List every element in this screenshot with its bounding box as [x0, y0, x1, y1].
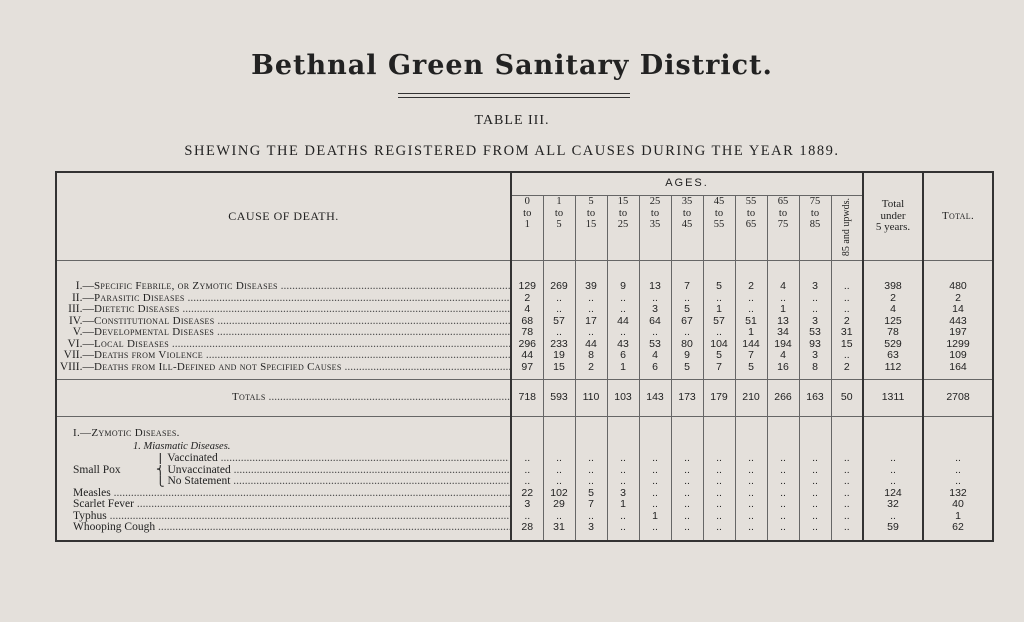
table-cell: 51	[735, 316, 767, 328]
table-cell: 2708	[923, 380, 993, 417]
table-cell: 1	[607, 362, 639, 374]
table-cell: 68	[511, 316, 543, 328]
table-cell: ..	[703, 511, 735, 523]
table-cell: 9	[607, 281, 639, 293]
table-cell: ..	[799, 453, 831, 465]
table-row	[56, 304, 993, 316]
table-cell: ..	[607, 465, 639, 477]
table-cell: 2	[575, 362, 607, 374]
table-row	[56, 511, 993, 523]
age-group-header: 75 to 85	[799, 196, 831, 261]
cause-cell: Typhus .....	[56, 511, 511, 523]
table-cell: ..	[863, 465, 923, 477]
table-cell: 64	[639, 316, 671, 328]
total-header: Total.	[923, 172, 993, 261]
table-cell: 19	[543, 350, 575, 362]
table-cell: 593	[543, 380, 575, 417]
table-cell: ..	[607, 453, 639, 465]
table-row	[56, 339, 993, 351]
table-cell: ..	[543, 511, 575, 523]
table-cell: 1	[703, 304, 735, 316]
cause-cell: V.—Developmental Diseases .....	[56, 327, 511, 339]
table-cell: 6	[639, 362, 671, 374]
table-cell: ..	[831, 281, 863, 293]
table-cell: ..	[511, 465, 543, 477]
table-cell: ..	[671, 511, 703, 523]
table-cell: 9	[671, 350, 703, 362]
table-label: TABLE III.	[474, 113, 550, 128]
table-cell: ..	[831, 476, 863, 488]
small-pox-label: Small Pox	[73, 463, 121, 476]
cause-cell: ⎩ No Statement .....	[56, 476, 511, 488]
table-row	[56, 499, 993, 511]
table-cell: 266	[767, 380, 799, 417]
table-cell: 7	[735, 350, 767, 362]
table-cell: 67	[671, 316, 703, 328]
cause-cell: IV.—Constitutional Diseases .....	[56, 316, 511, 328]
table-cell: ..	[799, 476, 831, 488]
table-row	[56, 476, 993, 488]
table-cell: 8	[575, 350, 607, 362]
cause-cell: Whooping Cough .....	[56, 522, 511, 534]
table-cell: 13	[639, 281, 671, 293]
table-cell: 57	[703, 316, 735, 328]
table-cell: 2	[735, 281, 767, 293]
table-cell: 28	[511, 522, 543, 534]
table-cell: ..	[575, 327, 607, 339]
table-cell: 109	[923, 350, 993, 362]
table-cell: 53	[799, 327, 831, 339]
age-group-header: 1 to 5	[543, 196, 575, 261]
table-cell: ..	[575, 465, 607, 477]
table-cell: 14	[923, 304, 993, 316]
table-cell: ..	[575, 453, 607, 465]
table-cell: 97	[511, 362, 543, 374]
age-group-header: 0 to 1	[511, 196, 543, 261]
table-cell: 15	[543, 362, 575, 374]
table-cell: ..	[831, 465, 863, 477]
table-cell: ..	[799, 511, 831, 523]
table-cell: 6	[607, 350, 639, 362]
table-cell: ..	[799, 488, 831, 500]
table-cell: 17	[575, 316, 607, 328]
table-row	[56, 362, 993, 374]
table-cell: ..	[863, 476, 923, 488]
table-cell: 104	[703, 339, 735, 351]
cause-cell: ⎧ Vaccinated .....	[56, 453, 511, 465]
table-cell: 3	[639, 304, 671, 316]
table-cell: ..	[799, 465, 831, 477]
table-cell: 102	[543, 488, 575, 500]
table-cell: 112	[863, 362, 923, 374]
table-cell: ..	[863, 453, 923, 465]
table-cell: ..	[735, 522, 767, 534]
table-cell: ..	[511, 511, 543, 523]
table-cell: ..	[607, 476, 639, 488]
table-cell: 132	[923, 488, 993, 500]
table-cell: ..	[767, 522, 799, 534]
table-cell: ..	[863, 511, 923, 523]
table-cell: 480	[923, 281, 993, 293]
table-cell: 29	[543, 499, 575, 511]
table-cell: ..	[511, 453, 543, 465]
table-cell: ..	[671, 488, 703, 500]
table-cell: 3	[511, 499, 543, 511]
table-cell: 1299	[923, 339, 993, 351]
table-cell: 103	[607, 380, 639, 417]
table-subtitle: SHEWING THE DEATHS REGISTERED FROM ALL CAUSES DURING THE YEAR 1889.	[184, 143, 840, 159]
table-cell: ..	[639, 522, 671, 534]
table-cell: 39	[575, 281, 607, 293]
table-cell: ..	[639, 327, 671, 339]
cause-cell: VII.—Deaths from Violence .....	[56, 350, 511, 362]
table-cell: 2	[511, 293, 543, 305]
table-cell: 164	[923, 362, 993, 374]
table-cell: 2	[863, 293, 923, 305]
table-cell: ..	[735, 488, 767, 500]
table-cell: ..	[703, 522, 735, 534]
table-cell: ..	[607, 522, 639, 534]
cause-cell: II.—Parasitic Diseases .....	[56, 293, 511, 305]
table-cell: ..	[607, 327, 639, 339]
brace-icon: ⎨	[156, 464, 168, 476]
table-cell: ..	[671, 476, 703, 488]
table-cell: 80	[671, 339, 703, 351]
table-cell: 296	[511, 339, 543, 351]
age-group-header: 15 to 25	[607, 196, 639, 261]
table-cell: ..	[767, 465, 799, 477]
table-cell: ..	[703, 327, 735, 339]
table-cell: ..	[923, 453, 993, 465]
table-cell: ..	[671, 293, 703, 305]
page-title: Bethnal Green Sanitary District.	[251, 50, 773, 81]
age-group-header: 55 to 65	[735, 196, 767, 261]
table-row	[56, 293, 993, 305]
table-cell: 22	[511, 488, 543, 500]
totals-row	[56, 380, 993, 417]
table-cell: 125	[863, 316, 923, 328]
table-cell: 7	[671, 281, 703, 293]
table-cell: 2	[831, 362, 863, 374]
age-group-header: 5 to 15	[575, 196, 607, 261]
table-cell: 32	[863, 499, 923, 511]
cause-cell: III.—Dietetic Diseases .....	[56, 304, 511, 316]
table-cell: 233	[543, 339, 575, 351]
table-cell: 44	[607, 316, 639, 328]
table-cell: 443	[923, 316, 993, 328]
table-cell: 44	[575, 339, 607, 351]
table-cell: ..	[767, 476, 799, 488]
table-cell: ..	[607, 293, 639, 305]
cause-cell: Scarlet Fever .....	[56, 499, 511, 511]
table-cell: 5	[671, 304, 703, 316]
age-group-header: 25 to 35	[639, 196, 671, 261]
table-cell: 110	[575, 380, 607, 417]
brace-icon: ⎩	[156, 476, 168, 487]
table-cell: ..	[671, 499, 703, 511]
table-row	[56, 453, 993, 465]
table-cell: 15	[831, 339, 863, 351]
table-cell: 78	[511, 327, 543, 339]
table-cell: 4	[863, 304, 923, 316]
table-cell: ..	[831, 499, 863, 511]
table-row	[56, 488, 993, 500]
table-cell: ..	[703, 488, 735, 500]
table-cell: ..	[575, 293, 607, 305]
table-cell: ..	[543, 327, 575, 339]
table-cell: 194	[767, 339, 799, 351]
table-cell: ..	[703, 453, 735, 465]
table-cell: 50	[831, 380, 863, 417]
table-cell: 63	[863, 350, 923, 362]
table-row	[56, 327, 993, 339]
table-cell: ..	[671, 453, 703, 465]
table-cell: ..	[703, 293, 735, 305]
table-cell: 398	[863, 281, 923, 293]
deaths-table	[55, 171, 994, 542]
table-cell: ..	[703, 499, 735, 511]
table-cell: ..	[543, 453, 575, 465]
totals-label: Totals	[232, 391, 266, 404]
table-cell: ..	[575, 476, 607, 488]
table-cell: 3	[575, 522, 607, 534]
age-group-header: 45 to 55	[703, 196, 735, 261]
table-cell: ..	[799, 304, 831, 316]
table-cell: 53	[639, 339, 671, 351]
cause-cell: Small Pox ⎨ Unvaccinated .....	[56, 465, 511, 477]
cause-header: CAUSE OF DEATH.	[228, 208, 339, 223]
table-cell: ..	[923, 465, 993, 477]
table-row	[56, 281, 993, 293]
age-group-header: 35 to 45	[671, 196, 703, 261]
table-cell: ..	[543, 476, 575, 488]
table-cell: ..	[671, 522, 703, 534]
table-cell: ..	[607, 511, 639, 523]
table-cell: 129	[511, 281, 543, 293]
table-cell: ..	[639, 476, 671, 488]
table-cell: ..	[639, 499, 671, 511]
table-cell: 1	[639, 511, 671, 523]
table-cell: 31	[543, 522, 575, 534]
table-cell: ..	[735, 499, 767, 511]
section-subheading: 1. Miasmatic Diseases.	[133, 440, 231, 452]
table-cell: 529	[863, 339, 923, 351]
table-cell: ..	[607, 304, 639, 316]
cause-cell: VIII.—Deaths from Ill-Defined and not Specified Causes .....	[56, 362, 511, 374]
table-cell: 8	[799, 362, 831, 374]
brace-icon: ⎧	[156, 453, 168, 464]
table-cell: 179	[703, 380, 735, 417]
table-cell: 5	[703, 350, 735, 362]
table-cell: 5	[735, 362, 767, 374]
title-rule	[398, 93, 630, 94]
table-cell: 40	[923, 499, 993, 511]
table-cell: ..	[703, 476, 735, 488]
table-cell: ..	[799, 293, 831, 305]
table-cell: 2	[923, 293, 993, 305]
table-cell: 5	[671, 362, 703, 374]
table-cell: 62	[923, 522, 993, 534]
table-cell: 7	[703, 362, 735, 374]
cause-cell: Measles .....	[56, 488, 511, 500]
table-cell: 718	[511, 380, 543, 417]
table-cell: 4	[639, 350, 671, 362]
cause-cell: VI.—Local Diseases .....	[56, 339, 511, 351]
table-cell: 16	[767, 362, 799, 374]
table-row	[56, 465, 993, 477]
section-heading: I.—Zymotic Diseases.	[73, 427, 180, 439]
table-cell: 93	[799, 339, 831, 351]
table-cell: ..	[831, 453, 863, 465]
table-row	[56, 522, 993, 534]
table-cell: ..	[799, 499, 831, 511]
table-cell: ..	[799, 522, 831, 534]
table-cell: 1	[735, 327, 767, 339]
table-cell: ..	[511, 476, 543, 488]
table-cell: 44	[511, 350, 543, 362]
age-85-header: 85 and upwds.	[831, 196, 863, 261]
table-cell: ..	[671, 327, 703, 339]
table-cell: 1311	[863, 380, 923, 417]
table-cell: ..	[767, 511, 799, 523]
table-cell: ..	[575, 304, 607, 316]
table-cell: 5	[575, 488, 607, 500]
table-cell: ..	[767, 488, 799, 500]
table-cell: 13	[767, 316, 799, 328]
table-cell: ..	[767, 293, 799, 305]
table-cell: ..	[735, 465, 767, 477]
table-cell: ..	[575, 511, 607, 523]
table-cell: 34	[767, 327, 799, 339]
table-cell: 197	[923, 327, 993, 339]
table-cell: 3	[799, 350, 831, 362]
table-cell: 163	[799, 380, 831, 417]
table-cell: ..	[831, 488, 863, 500]
table-cell: 7	[575, 499, 607, 511]
table-cell: 210	[735, 380, 767, 417]
title-rule	[398, 97, 630, 98]
table-cell: 3	[799, 281, 831, 293]
table-cell: ..	[923, 476, 993, 488]
table-cell: ..	[543, 293, 575, 305]
table-cell: 124	[863, 488, 923, 500]
table-cell: 3	[799, 316, 831, 328]
table-cell: 78	[863, 327, 923, 339]
table-cell: ..	[671, 465, 703, 477]
table-cell: ..	[735, 304, 767, 316]
age-group-header: 65 to 75	[767, 196, 799, 261]
table-cell: ..	[639, 465, 671, 477]
table-cell: 143	[639, 380, 671, 417]
table-cell: ..	[639, 293, 671, 305]
table-cell: 144	[735, 339, 767, 351]
table-cell: 1	[767, 304, 799, 316]
table-row	[56, 350, 993, 362]
table-cell: ..	[767, 499, 799, 511]
table-cell: 269	[543, 281, 575, 293]
table-cell: ..	[831, 511, 863, 523]
table-cell: ..	[735, 453, 767, 465]
table-cell: 3	[607, 488, 639, 500]
table-cell: ..	[831, 304, 863, 316]
table-cell: 4	[767, 350, 799, 362]
table-cell: ..	[735, 511, 767, 523]
table-cell: 31	[831, 327, 863, 339]
table-cell: ..	[639, 453, 671, 465]
cause-cell: I.—Specific Febrile, or Zymotic Diseases .....	[56, 281, 511, 293]
table-cell: ..	[543, 304, 575, 316]
table-cell: 2	[831, 316, 863, 328]
table-cell: 43	[607, 339, 639, 351]
table-cell: ..	[831, 522, 863, 534]
table-cell: 5	[703, 281, 735, 293]
table-cell: 1	[607, 499, 639, 511]
table-cell: 59	[863, 522, 923, 534]
table-row	[56, 316, 993, 328]
table-cell: 57	[543, 316, 575, 328]
total-under-5-header: Total under 5 years.	[863, 172, 923, 261]
table-cell: ..	[543, 465, 575, 477]
table-cell: ..	[735, 476, 767, 488]
table-cell: ..	[831, 293, 863, 305]
table-cell: ..	[767, 453, 799, 465]
table-cell: ..	[703, 465, 735, 477]
table-cell: ..	[639, 488, 671, 500]
table-cell: 4	[767, 281, 799, 293]
ages-header: AGES.	[511, 172, 863, 196]
table-cell: 1	[923, 511, 993, 523]
table-cell: 4	[511, 304, 543, 316]
table-cell: ..	[735, 293, 767, 305]
table-cell: 173	[671, 380, 703, 417]
table-cell: ..	[831, 350, 863, 362]
